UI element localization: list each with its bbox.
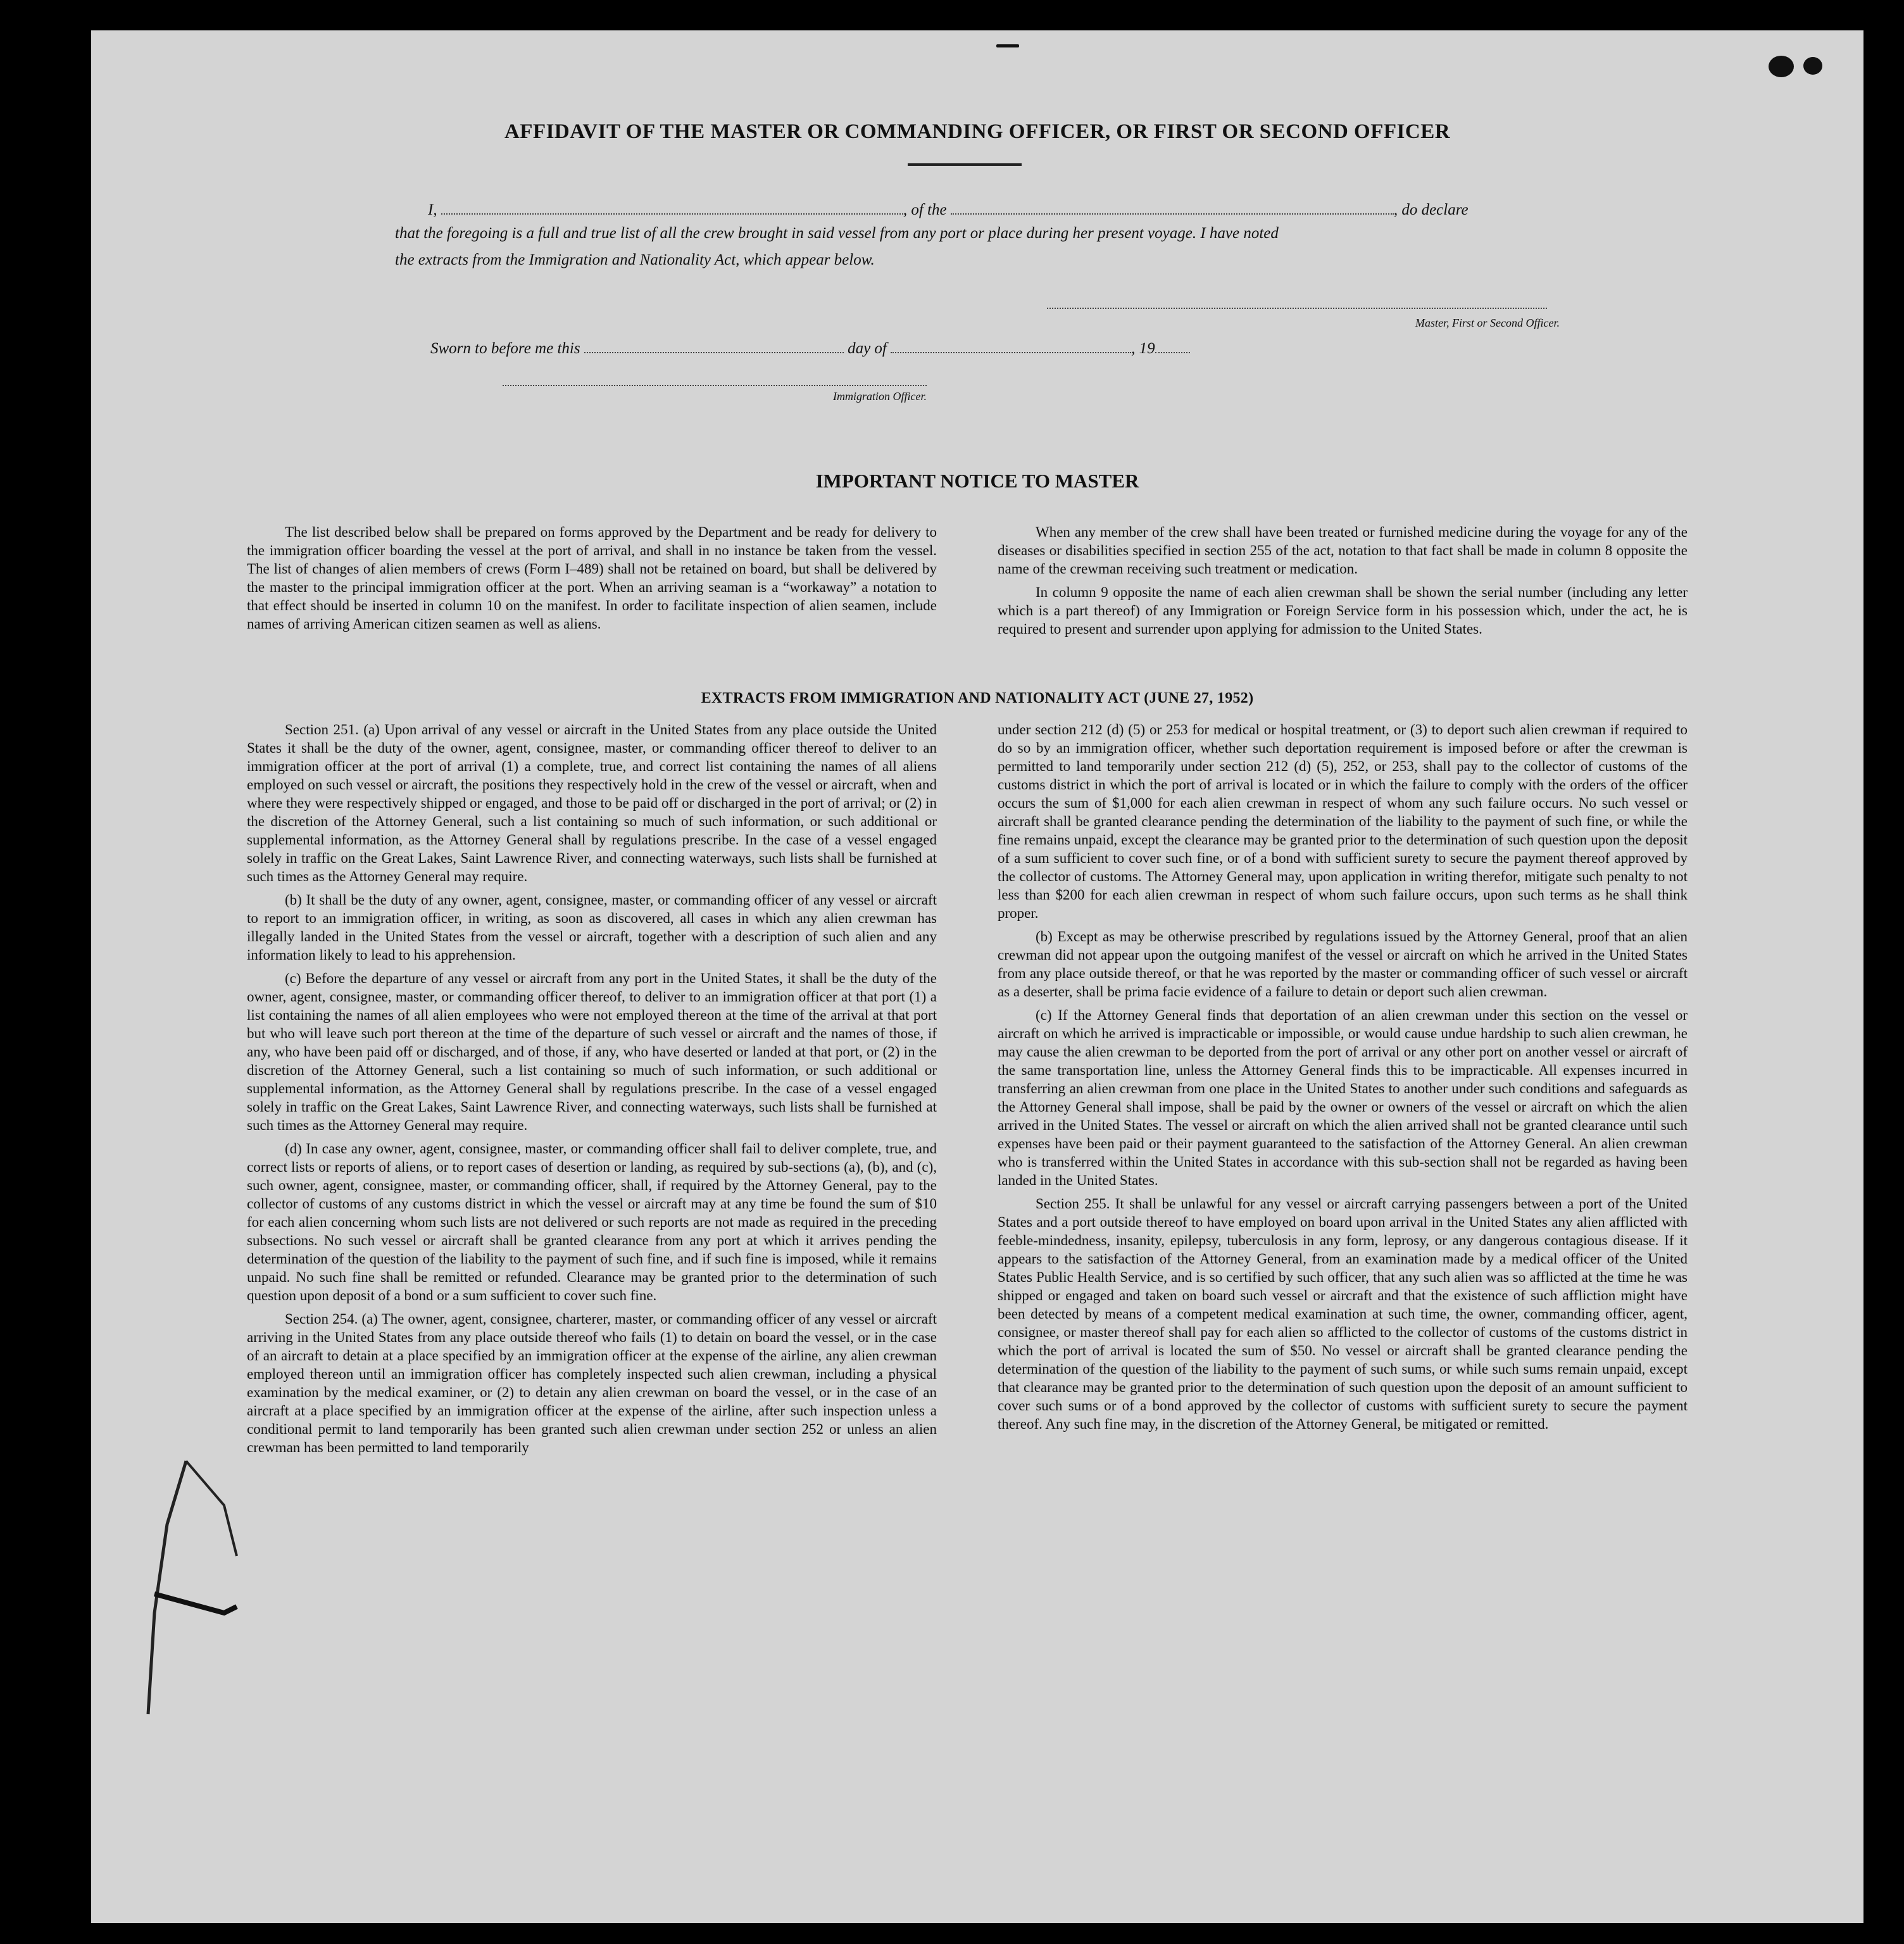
sworn-month-field[interactable] xyxy=(891,337,1131,353)
notice-right-column xyxy=(998,523,1688,643)
section-paragraph: (d) In case any owner, agent, consignee, master, or commanding officer shall fail to deliver complete, true, and correct lists or reports of aliens, or to report cases of desertion or landing, as required by sub-sections (a), (b), and (c), such owner, agent, consignee, master, or commanding officer, shall, if required by the Attorney General, pay to the collector of customs of any customs district in which the vessel or aircraft may at any time be found the sum of $10 for each alien concerning whom such lists are not delivered or such reports are not made as required in the preceding subsections. No such vessel or aircraft shall be granted clearance from any port at which it arrives pending the determination of the question of the liability to the payment of such fine, and if such fine is imposed, while it remains unpaid. No such fine shall be remitted or refunded. Clearance may be granted prior to the determination of such question upon deposit of a bond or a sum sufficient to cover such fine. xyxy=(247,1141,937,1303)
section-paragraph: Section 255. It shall be unlawful for any vessel or aircraft carrying passengers between a port of the United States and a port outside thereof to have employed on board upon arrival in the United States any alien afflicted with feeble-mindedness, insanity, epilepsy, tuberculosis in any form, leprosy, or any dangerous contagious disease. If it appears to the satisfaction of the Attorney General, from an examination made by a medical officer of the United States Public Health Service, and is so certified by such officer, that any such alien was so afflicted at the time he was shipped or engaged and taken on board such vessel or aircraft and that the existence of such affliction might have been detected by means of a competent medical examination at such time, the owner, commanding officer, agent, consignee, or master thereof shall pay for each alien so afflicted to the collector of customs of the customs district in which the port of arrival is located the sum of $50. No vessel or aircraft shall be granted clearance pending the determination of the question of the liability to the payment of such sums, or while such sums remain unpaid, except that clearance may be granted prior to the determination of such question upon the deposit of an amount sufficient to cover such sums or of a bond approved by the collector of customs with sufficient surety to secure the payment thereof. Any such fine may, in the discretion of the Attorney General, be mitigated or remitted. xyxy=(998,1196,1688,1432)
section-paragraph: Section 254. (a) The owner, agent, consignee, charterer, master, or commanding officer of any vessel or aircraft arriving in the United States from any place outside thereof who fails (1) to detain on board the vessel, or in the case of an aircraft to detain at a place specified by an immigration officer at the expense of the airline, any alien crewman employed thereon until an immigration officer has completely inspected such alien crewman, including a physical examination by the medical examiner, or (2) to detain any alien crewman on board the vessel, or in the case of an aircraft at a place specified by an immigration officer at the expense of the airline, after such inspection unless a conditional permit to land temporarily has been granted such alien crewman under section 252 or unless an alien crewman has been permitted to land temporarily xyxy=(247,1311,937,1455)
section-paragraph: (b) It shall be the duty of any owner, agent, consignee, master, or commanding officer of any vessel or aircraft to report to an immigration officer, in writing, as soon as discovered, all cases in which any alien crewman has illegally landed in the United States from the vessel or aircraft, together with a description of such alien and any information likely to lead to his apprehension. xyxy=(247,892,937,963)
section-paragraph: Section 251. (a) Upon arrival of any vessel or aircraft in the United States from any place outside the United States it shall be the duty of the owner, agent, consignee, master, or commanding officer thereof to deliver to an immigration officer at the port of arrival (1) a complete, true, and correct list containing the names of all aliens employed on such vessel or aircraft, the positions they respectively hold in the crew of the vessel or aircraft, when and where they were respectively shipped or engaged, and those to be paid off or discharged in the port of arrival; or (2) in the discretion of the Attorney General, such a list containing so much of such information, or such additional or supplemental information, as the Attorney General shall by regulations prescribe. In the case of a vessel engaged solely in traffic on the Great Lakes, Saint Lawrence River, and connecting waterways, such lists shall be furnished at such times as the Attorney General may require. xyxy=(247,722,937,884)
sworn-day-field[interactable] xyxy=(584,337,844,353)
of-the-label: , of the xyxy=(903,201,947,218)
declaration-text-3: the extracts from the Immigration and Nationality Act, which appear below. xyxy=(395,251,875,268)
sworn-label: Sworn to before me this xyxy=(430,340,580,357)
officer-signature-line[interactable] xyxy=(503,385,927,386)
notice-paragraph: In column 9 opposite the name of each alien crewman shall be shown the serial number (including any letter which is a part thereof) of any Immigration or Foreign Service form in his possession which, under the act, he is required to present and surrender upon applying for admission to the United States. xyxy=(998,584,1688,637)
section-paragraph: (b) Except as may be otherwise prescribed by regulations issued by the Attorney General, proof that an alien crewman did not appear upon the outgoing manifest of the vessel or aircraft on which he arrived in the United States from any place outside thereof, or that he was reported by the master or commanding officer of such vessel or aircraft as a deserter, shall be prima facie evidence of a failure to detain or deport such alien crewman. xyxy=(998,929,1688,1000)
scan-speck xyxy=(996,44,1019,47)
scan-blot xyxy=(1803,57,1822,75)
master-signature-line[interactable] xyxy=(1047,308,1547,309)
extracts-title: EXTRACTS FROM IMMIGRATION AND NATIONALITY ACT (JUNE 27, 1952) xyxy=(701,690,1254,706)
sworn-year-field[interactable] xyxy=(1155,337,1190,353)
officer-signature-caption: Immigration Officer. xyxy=(833,390,927,403)
section-paragraph: under section 212 (d) (5) or 253 for medical or hospital treatment, or (3) to deport such alien crewman if required to do so by an immigration officer, whether such deportation requirement is imposed before or after the crewman is permitted to land temporarily under section 212 (d) (5), 252, or 253, shall pay to the collector of customs of the customs district in which the port of arrival is located or in which the failure to comply with the orders of the officer occurs the sum of $1,000 for each alien crewman in respect of whom any such failure occurs. No such vessel or aircraft shall be granted clearance pending the determination of the liability to the payment of such fine, or while the fine remains unpaid, except the clearance may be granted prior to the determination of such question upon the deposit of a sum sufficient to cover such fine, or of a bond with sufficient surety to secure the payment thereof approved by the collector of customs. The Attorney General may, upon application in writing therefor, mitigate such penalty to not less than $200 for each alien crewman in respect of whom such failure occurs, upon such terms as he shall think proper. xyxy=(998,722,1688,921)
declaration-text-2: that the foregoing is a full and true list of all the crew brought in said vessel from any port or place during her present voyage. I have noted xyxy=(395,225,1279,242)
scan-blot xyxy=(1769,56,1794,77)
document-page xyxy=(91,30,1863,1923)
sworn-line xyxy=(430,337,1380,358)
notice-paragraph: When any member of the crew shall have been treated or furnished medicine during the voyage for any of the diseases or disabilities specified in section 255 of the act, notation to that fact shall be made in column 8 opposite the name of the crewman receiving such treatment or medication. xyxy=(998,524,1688,577)
notice-paragraph: The list described below shall be prepared on forms approved by the Department and be ready for delivery to the immigration officer boarding the vessel at the port of arrival, and shall in no instance be taken from the vessel. The list of changes of alien members of crews (Form I–489) shall not be retained on board, but shall be delivered by the master to the principal immigration officer at the port. When an arriving seaman is a “workaway” a notation to that effect should be inserted in column 10 on the manifest. In order to facilitate inspection of alien seamen, include names of arriving American citizen seamen as well as aliens. xyxy=(247,524,937,632)
section-paragraph: (c) If the Attorney General finds that deportation of an alien crewman under this section on the vessel or aircraft on which he arrived is impracticable or impossible, or would cause undue hardship to such alien crewman, he may cause the alien crewman to be deported from the port of arrival or any other port on another vessel or aircraft of the same transportation line, unless the Attorney General finds this to be impracticable. All expenses incurred in transferring an alien crewman from one place in the United States to another under such conditions and safeguards as the Attorney General shall impose, shall be paid by the owner or owners of the vessel or aircraft on which the alien arrived in the United States. The vessel or aircraft on which the alien arrived shall not be granted clearance until such expenses have been paid or their payment guaranteed to the satisfaction of the Attorney General. An alien crewman who is transferred within the United States in accordance with this sub-section shall not be regarded as having been landed in the United States. xyxy=(998,1007,1688,1188)
do-declare-label: , do declare xyxy=(1393,201,1469,218)
vessel-name-field[interactable] xyxy=(951,198,1394,215)
extracts-right-column xyxy=(998,720,1688,1438)
master-signature-caption: Master, First or Second Officer. xyxy=(1415,317,1560,329)
declarant-label: I, xyxy=(428,201,437,218)
extracts-left-column xyxy=(247,720,937,1462)
affidavit-title: AFFIDAVIT OF THE MASTER OR COMMANDING OFFICER, OR FIRST OR SECOND OFFICER xyxy=(504,120,1451,143)
year-label: , 19 xyxy=(1131,340,1155,357)
notice-title: IMPORTANT NOTICE TO MASTER xyxy=(815,470,1139,492)
day-of-label: day of xyxy=(848,340,887,357)
title-underline xyxy=(908,163,1022,166)
declaration-line xyxy=(428,198,1631,219)
handwritten-mark xyxy=(129,1448,256,1740)
notice-left-column xyxy=(247,523,937,638)
section-paragraph: (c) Before the departure of any vessel or aircraft from any port in the United States, it shall be the duty of the owner, agent, consignee, master, or commanding officer thereof, to deliver to an immigration officer at that port (1) a list containing the names of all alien employees who were not employed thereon at the time of the arrival at that port but who will leave such port thereon at the time of the departure of such vessel or aircraft and the names of those, if any, who have been paid off or discharged, and of those, if any, who have deserted or landed at that port, or (2) in the discretion of the Attorney General, such a list containing so much of such information, or such additional or supplemental information, as the Attorney General shall by regulations prescribe. In the case of a vessel engaged solely in traffic on the Great Lakes, Saint Lawrence River, and connecting waterways, such lists shall be furnished at such times as the Attorney General may require. xyxy=(247,970,937,1133)
declarant-name-field[interactable] xyxy=(441,198,903,215)
